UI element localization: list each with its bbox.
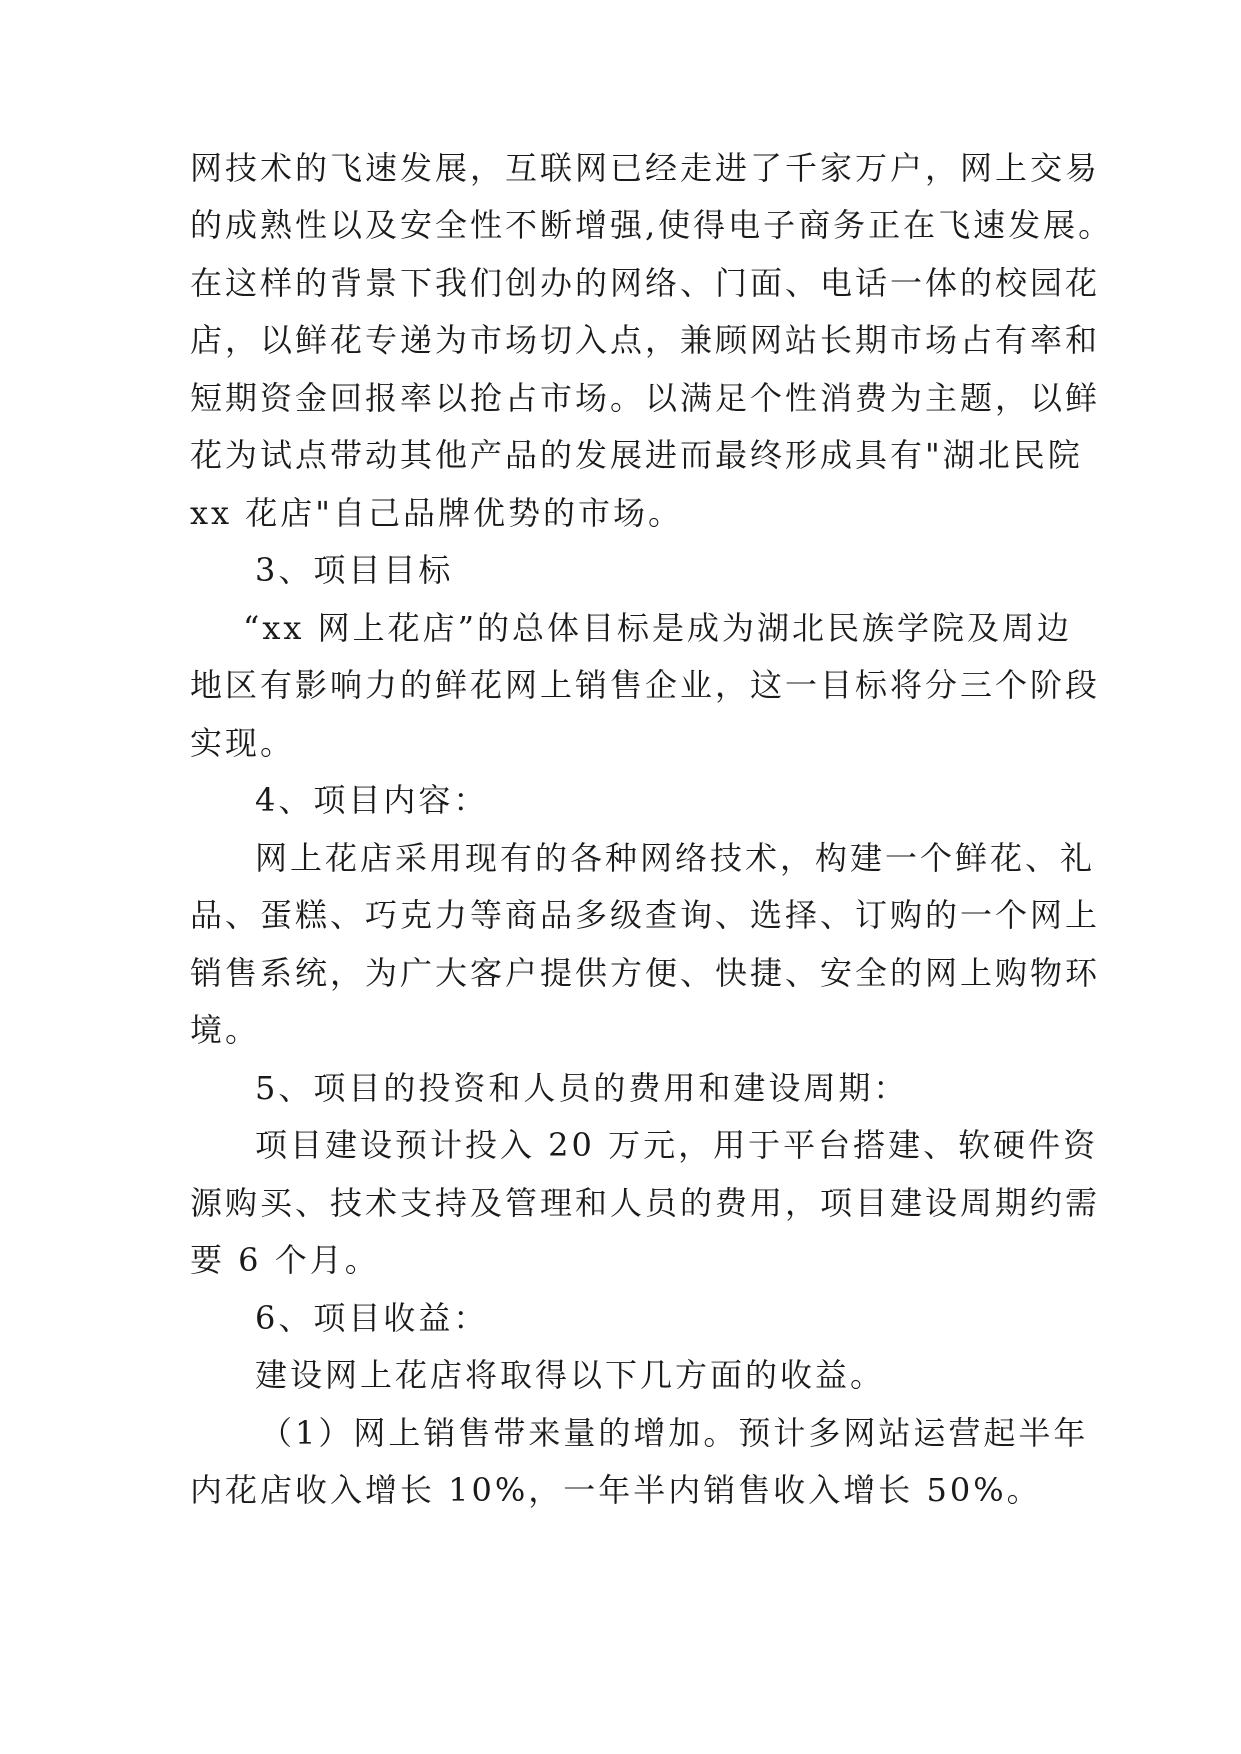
text-line: 花为试点带动其他产品的发展进而最终形成具有"湖北民院	[190, 436, 1083, 474]
text-line: 网技术的飞速发展，互联网已经走进了千家万户，网上交易	[190, 149, 1101, 187]
text-line: 网上花店采用现有的各种网络技术，构建一个鲜花、礼	[255, 839, 1096, 877]
text-line: 建设网上花店将取得以下几方面的收益。	[255, 1356, 886, 1394]
text-line: 品、蛋糕、巧克力等商品多级查询、选择、订购的一个网上	[190, 896, 1101, 934]
text-line: （1）网上销售带来量的增加。预计多网站运营起半年	[260, 1414, 1089, 1452]
text-line: 销售系统，为广大客户提供方便、快捷、安全的网上购物环	[190, 954, 1101, 992]
text-line: “xx 网上花店”的总体目标是成为湖北民族学院及周边	[243, 609, 1072, 647]
text-line: 店，以鲜花专递为市场切入点，兼顾网站长期市场占有率和	[190, 321, 1101, 359]
text-line: 项目建设预计投入 20 万元，用于平台搭建、软硬件资	[255, 1126, 1099, 1164]
text-line: 实现。	[190, 724, 296, 762]
text-line: 要 6 个月。	[190, 1241, 380, 1279]
text-line: 的成熟性以及安全性不断增强,使得电子商务正在飞速发展。	[190, 206, 1114, 244]
text-line: 境。	[190, 1011, 261, 1049]
section-heading: 6、项目收益：	[255, 1299, 489, 1337]
text-line: 内花店收入增长 10%，一年半内销售收入增长 50%。	[190, 1471, 1042, 1509]
text-line: 地区有影响力的鲜花网上销售企业，这一目标将分三个阶段	[190, 666, 1101, 704]
section-heading: 4、项目内容：	[255, 781, 489, 819]
section-heading: 5、项目的投资和人员的费用和建设周期：	[255, 1069, 909, 1107]
section-heading: 3、项目目标	[255, 551, 454, 589]
text-line: 在这样的背景下我们创办的网络、门面、电话一体的校园花	[190, 264, 1101, 302]
text-line: 短期资金回报率以抢占市场。以满足个性消费为主题，以鲜	[190, 379, 1101, 417]
text-line: 源购买、技术支持及管理和人员的费用，项目建设周期约需	[190, 1184, 1101, 1222]
text-line: xx 花店"自己品牌优势的市场。	[190, 494, 683, 532]
